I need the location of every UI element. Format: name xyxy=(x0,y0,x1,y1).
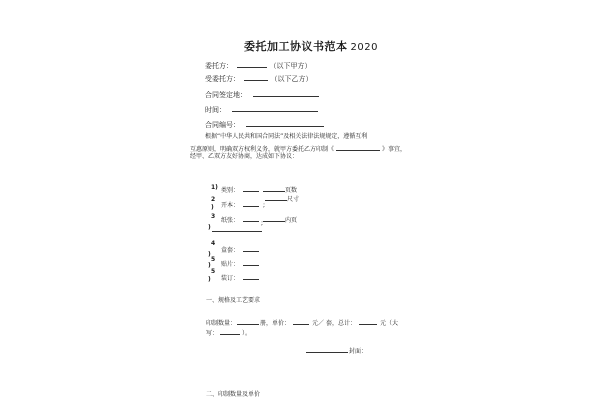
section-2-heading: 二、印制数量及单价 xyxy=(206,391,261,398)
item-2-blank-b xyxy=(265,193,287,201)
item-2-close: ) xyxy=(211,204,214,211)
item-1-number: 1) xyxy=(211,184,218,191)
item-2-size xyxy=(265,193,299,204)
item-2-label: 开本： xyxy=(221,202,240,209)
contractor-blank xyxy=(244,73,268,81)
total-blank xyxy=(359,317,377,325)
item-1-blank-b xyxy=(263,184,285,192)
item-4-label: 盒套： xyxy=(221,247,240,254)
place-field xyxy=(205,89,319,100)
contractor-label: 受委托方： xyxy=(205,75,240,83)
item-6-number: 5 xyxy=(211,268,216,275)
item-3-number: 3 xyxy=(211,213,216,220)
number-label: 合同编号： xyxy=(205,121,240,129)
section-1-heading: 一、规格及工艺要求 xyxy=(206,297,261,304)
place-blank xyxy=(253,89,319,97)
item-4-number: 4 xyxy=(211,240,216,247)
number-field xyxy=(205,119,324,130)
item-3-blank-b xyxy=(263,214,285,222)
write-label: 写： xyxy=(206,330,219,337)
item-5-close: ) xyxy=(208,262,211,269)
item-2-semicolon: ; xyxy=(263,202,266,209)
cover-blank xyxy=(306,345,348,353)
item-3-extra-line xyxy=(212,231,262,232)
item-2-number: 2 xyxy=(211,196,216,203)
item-3-close: ) xyxy=(208,224,211,231)
item-3-blank-a xyxy=(243,214,259,222)
item-4-blank xyxy=(243,244,259,252)
item-3-label: 纸张： xyxy=(221,217,240,224)
item-1-blank-a xyxy=(243,184,259,192)
quantity-blank xyxy=(237,317,259,325)
item-6 xyxy=(221,272,259,283)
book-title-blank xyxy=(336,143,380,151)
time-field xyxy=(205,104,318,115)
intro-line-2-start: 互惠原则，明确双方权利义务，就甲方委托乙方印制《 xyxy=(190,146,335,153)
client-field xyxy=(205,60,311,71)
client-note: （以下甲方） xyxy=(269,62,312,70)
price-blank xyxy=(293,317,309,325)
item-5-label: 贴片： xyxy=(221,261,240,268)
number-blank xyxy=(246,119,324,127)
title-text: 委托加工协议书范本 xyxy=(244,40,348,53)
item-6-blank xyxy=(243,272,259,280)
time-label: 时间： xyxy=(205,106,226,114)
item-2 xyxy=(221,199,265,210)
uppercase-blank xyxy=(220,327,240,335)
place-label: 合同签定地： xyxy=(205,91,247,99)
item-4 xyxy=(221,244,259,255)
intro-line-1: 根据“中华人民共和国合同法”及相关法律法规规定，遵循互利 xyxy=(205,133,368,140)
item-1-label: 类别： xyxy=(221,187,240,194)
item-5-blank xyxy=(243,258,259,266)
cover-line xyxy=(306,345,367,356)
time-blank xyxy=(232,104,318,112)
title-year: 2020 xyxy=(350,42,378,53)
client-blank xyxy=(237,60,267,68)
item-5 xyxy=(221,258,259,269)
item-2-blank-a xyxy=(243,199,259,207)
intro-line-3: 经甲、乙双方友好协商，达成如下协议： xyxy=(190,153,299,160)
unit-yuan: 元（大 xyxy=(379,320,398,327)
cover-label: 封面： xyxy=(349,348,368,355)
item-3 xyxy=(221,214,297,225)
unit-books: 册，单价： xyxy=(260,320,291,327)
item-6-label: 装订： xyxy=(221,275,240,282)
item-2-suffix: 尺寸 xyxy=(287,196,300,203)
intro-line-2-end: 》事宜， xyxy=(382,146,407,153)
client-label: 委托方： xyxy=(205,62,233,70)
item-4-close: ) xyxy=(208,251,211,258)
uppercase-line xyxy=(206,327,251,338)
quantity-label: 印制数量： xyxy=(206,320,237,327)
item-1-suffix: 页数 xyxy=(285,187,298,194)
document-title xyxy=(244,38,378,54)
item-6-close: ) xyxy=(208,276,211,283)
item-3-semicolon: ; xyxy=(261,220,264,227)
contractor-note: （以下乙方） xyxy=(270,75,313,83)
write-end: ）。 xyxy=(242,330,252,337)
item-3-suffix: 内页 xyxy=(285,217,298,224)
contractor-field xyxy=(205,73,312,84)
unit-per: 元／ 套，总计： xyxy=(312,320,356,327)
item-5-number: 5 xyxy=(211,256,216,263)
